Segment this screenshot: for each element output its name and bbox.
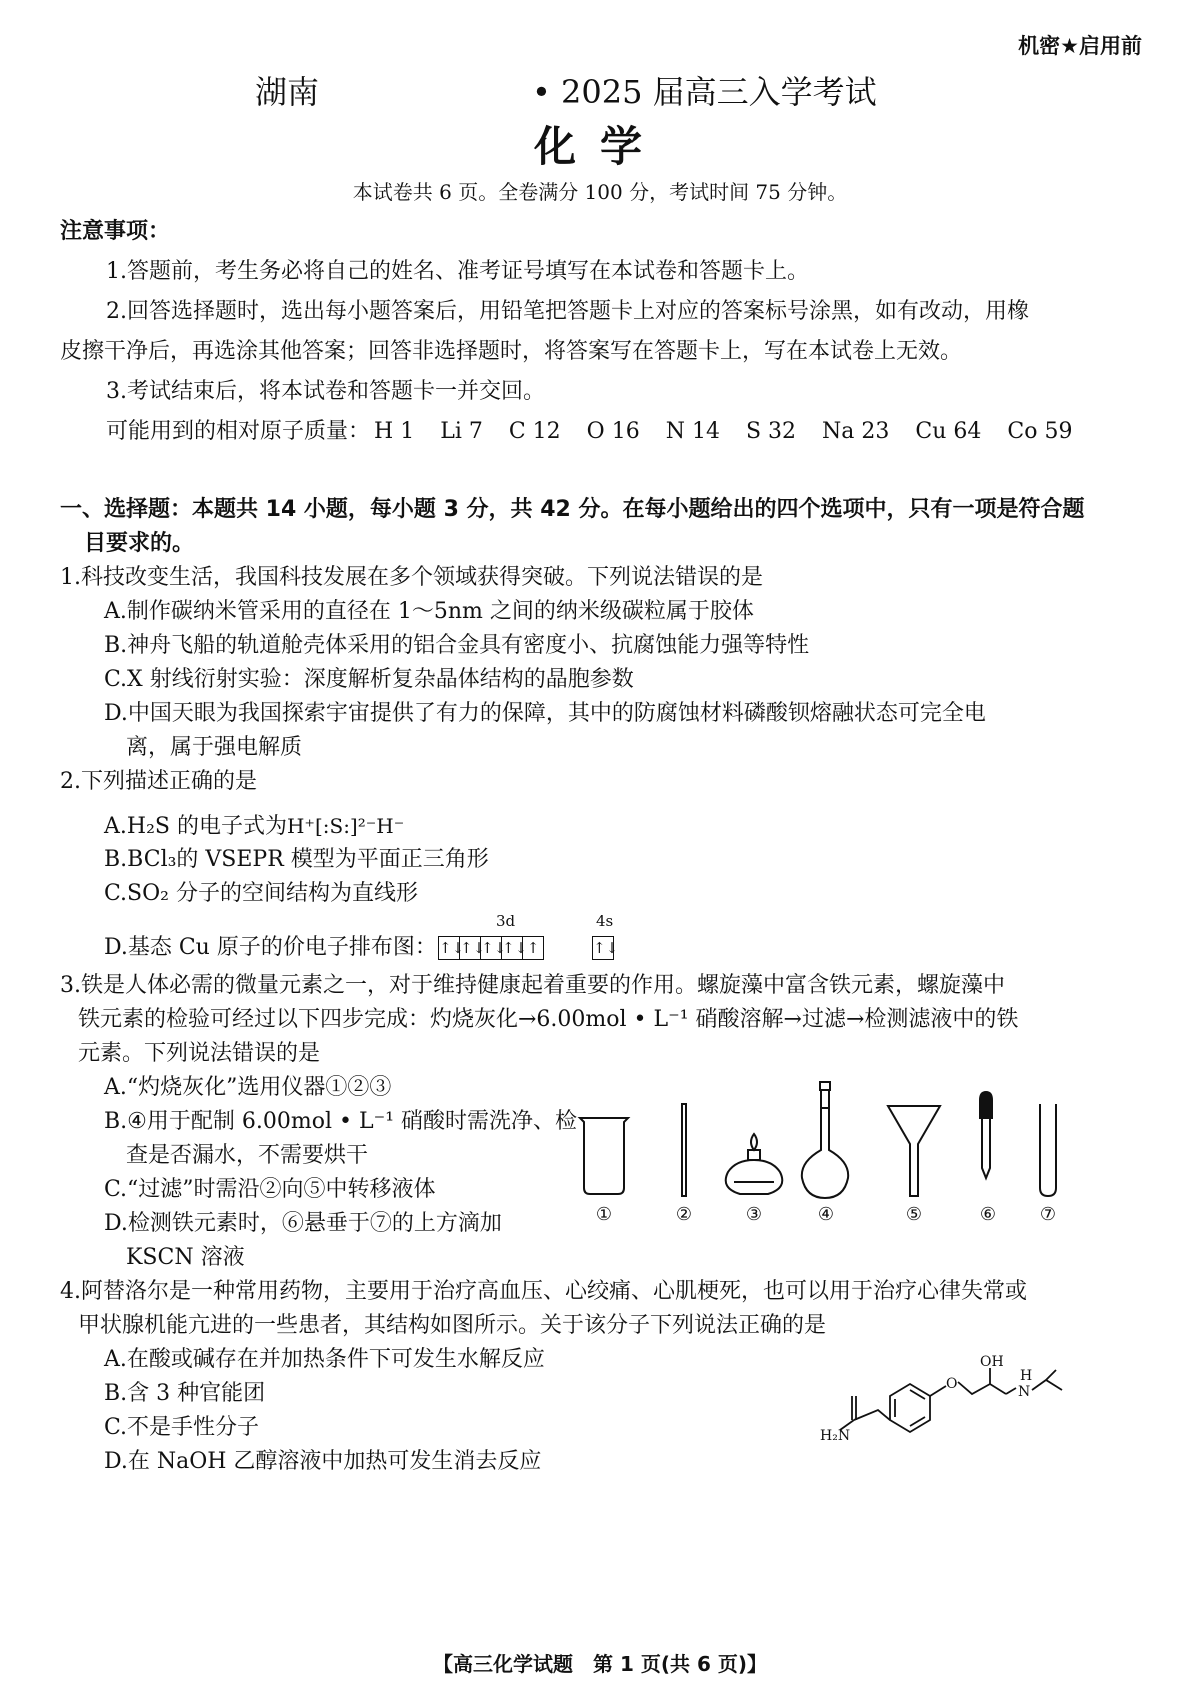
q1-option-d-cont: 离，属于强电解质	[126, 735, 303, 760]
apparatus-label: ⑦	[1039, 1204, 1057, 1225]
orbital-box: ↑	[526, 939, 540, 957]
atomic-mass-line	[106, 418, 1098, 446]
mass-na: Na 23	[822, 419, 890, 444]
page-footer: 【高三化学试题 第 1 页(共 6 页)】	[433, 1652, 767, 1676]
section-1-heading-cont: 目要求的。	[84, 531, 195, 556]
q1-option-a: A.制作碳纳米管采用的直径在 1～5nm 之间的纳米级碳粒属于胶体	[104, 599, 754, 624]
alcohol-lamp-icon	[726, 1134, 783, 1194]
q1-option-b: B.神舟飞船的轨道舱壳体采用的铝合金具有密度小、抗腐蚀能力强等特性	[104, 633, 810, 658]
q3-option-a: A.“灼烧灰化”选用仪器①②③	[104, 1075, 392, 1100]
q2-stem: 2.下列描述正确的是	[60, 769, 257, 794]
apparatus-label: ②	[675, 1204, 693, 1225]
h2s-electron-formula: H⁺[:S:]²⁻H⁻	[286, 814, 405, 838]
q4-option-d: D.在 NaOH 乙醇溶液中加热可发生消去反应	[104, 1449, 542, 1474]
q3-option-d: D.检测铁元素时，⑥悬垂于⑦的上方滴加	[104, 1211, 502, 1236]
apparatus-label: ④	[817, 1204, 835, 1225]
apparatus-label: ⑤	[905, 1204, 923, 1225]
exam-title: • 2025 届高三入学考试	[532, 73, 877, 111]
q4-option-c: C.不是手性分子	[104, 1415, 260, 1440]
q1-option-d: D.中国天眼为我国探索宇宙提供了有力的保障，其中的防腐蚀材料磷酸钡熔融状态可完全电	[104, 701, 986, 726]
notice-item-1: 1.答题前，考生务必将自己的姓名、准考证号填写在本试卷和答题卡上。	[106, 259, 809, 284]
structure-label-n: N	[1018, 1384, 1031, 1400]
mass-cu: Cu 64	[915, 419, 982, 444]
orbital-box: ↑↓	[460, 939, 486, 957]
q2-option-b: B.BCl₃的 VSEPR 模型为平面正三角形	[104, 847, 489, 872]
q2-option-d: D.基态 Cu 原子的价电子排布图：	[104, 935, 437, 960]
mass-li: Li 7	[440, 419, 483, 444]
volumetric-flask-icon	[802, 1082, 848, 1198]
orbital-diagram-4s	[592, 936, 619, 960]
funnel-icon	[888, 1106, 940, 1196]
notice-item-2-cont: 皮擦干净后，再选涂其他答案；回答非选择题时，将答案写在答题卡上，写在本试卷上无效。	[60, 339, 963, 364]
atenolol-structure	[800, 1350, 1090, 1460]
q3-stem-cont-2: 元素。下列说法错误的是	[78, 1041, 321, 1066]
q3-option-b-cont: 查是否漏水，不需要烘干	[126, 1143, 369, 1168]
notice-item-3: 3.考试结束后，将本试卷和答题卡一并交回。	[106, 379, 545, 404]
q1-stem: 1.科技改变生活，我国科技发展在多个领域获得突破。下列说法错误的是	[60, 565, 763, 590]
q3-stem: 3.铁是人体必需的微量元素之一，对于维持健康起着重要的作用。螺旋藻中富含铁元素，螺旋藻中	[60, 973, 1005, 998]
test-tube-icon	[1040, 1104, 1056, 1196]
orbital-box: ↑↓	[439, 939, 465, 957]
mass-o: O 16	[586, 419, 640, 444]
confidential-label: 机密★启用前	[1018, 34, 1142, 58]
q4-option-b: B.含 3 种官能团	[104, 1381, 266, 1406]
apparatus-figure	[570, 1078, 1090, 1228]
mass-c: C 12	[508, 419, 561, 444]
subject-title: 化学	[533, 122, 666, 171]
structure-label-h: H	[1020, 1368, 1033, 1384]
mass-h: H 1	[374, 419, 415, 444]
exam-info: 本试卷共 6 页。全卷满分 100 分，考试时间 75 分钟。	[352, 180, 848, 204]
q3-stem-cont-1: 铁元素的检验可经过以下四步完成：灼烧灰化→6.00mol • L⁻¹ 硝酸溶解→过滤→检测滤液中的铁	[78, 1007, 1019, 1032]
q3-option-b: B.④用于配制 6.00mol • L⁻¹ 硝酸时需洗净、检	[104, 1109, 578, 1134]
mass-n: N 14	[665, 419, 720, 444]
q2-option-c: C.SO₂ 分子的空间结构为直线形	[104, 881, 418, 906]
apparatus-label: ⑥	[979, 1204, 997, 1225]
orbital-box: ↑↓	[502, 939, 528, 957]
orbital-4s-label: 4s	[596, 912, 614, 930]
mass-s: S 32	[745, 419, 797, 444]
mass-co: Co 59	[1007, 419, 1073, 444]
apparatus-label: ①	[595, 1204, 613, 1225]
structure-label-o: O	[946, 1376, 958, 1392]
q2-option-a	[104, 812, 404, 841]
q4-option-a: A.在酸或碱存在并加热条件下可发生水解反应	[104, 1347, 545, 1372]
section-1-heading: 一、选择题：本题共 14 小题，每小题 3 分，共 42 分。在每小题给出的四个选项中，只有一项是符合题	[60, 497, 1085, 522]
dropper-icon	[980, 1092, 992, 1178]
structure-label-oh: OH	[980, 1354, 1004, 1370]
beaker-icon	[580, 1118, 628, 1194]
q1-option-c: C.X 射线衍射实验：深度解析复杂晶体结构的晶胞参数	[104, 667, 634, 692]
notice-heading: 注意事项：	[60, 219, 171, 244]
orbital-box: ↑↓	[593, 939, 619, 957]
q4-stem-cont: 甲状腺机能亢进的一些患者，其结构如图所示。关于该分子下列说法正确的是	[78, 1313, 827, 1338]
notice-item-2: 2.回答选择题时，选出每小题答案后，用铅笔把答题卡上对应的答案标号涂黑，如有改动，用橡	[106, 299, 1029, 324]
orbital-box: ↑↓	[481, 939, 507, 957]
exam-region: 湖南	[255, 73, 320, 111]
q4-stem: 4.阿替洛尔是一种常用药物，主要用于治疗高血压、心绞痛、心肌梗死，也可以用于治疗心律失常或	[60, 1279, 1027, 1304]
structure-label-nh2: H₂N	[820, 1428, 851, 1444]
q3-option-c: C.“过滤”时需沿②向⑤中转移液体	[104, 1177, 436, 1202]
orbital-3d-label: 3d	[496, 912, 516, 930]
q3-option-d-cont: KSCN 溶液	[126, 1245, 245, 1270]
atomic-mass-label: 可能用到的相对原子质量：	[106, 419, 371, 444]
q2-option-a-label: A.H₂S 的电子式为	[104, 814, 287, 839]
glass-rod-icon	[682, 1104, 686, 1196]
apparatus-label: ③	[745, 1204, 763, 1225]
orbital-diagram-3d	[438, 936, 544, 960]
